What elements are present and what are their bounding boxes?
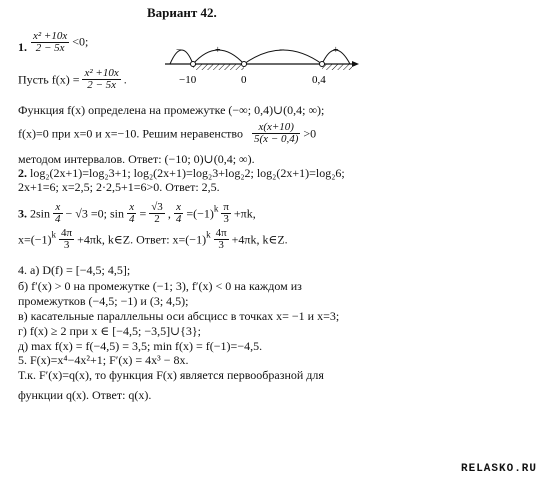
method-answer-line: методом интервалов. Ответ: (−10; 0)∪(0,4; ∞). xyxy=(18,152,255,166)
problem-4-c: в) касательные параллельны оси абсцисс в точках x= −1 и x=3; xyxy=(18,309,340,323)
p3-text-f: +πk, xyxy=(233,206,256,221)
k-exponent-3: k xyxy=(206,229,211,240)
let-label: Пусть f(x) = xyxy=(18,72,80,87)
fourpi-num: 4π xyxy=(61,227,73,239)
sign-2: + xyxy=(215,45,221,56)
label-0-4: 0,4 xyxy=(312,74,326,86)
problem-1-inequality xyxy=(31,31,88,54)
x-over-4-num-3: x xyxy=(174,202,184,214)
problem-5-line-3: функции q(x). Ответ: q(x). xyxy=(18,388,152,402)
problem-4-a: 4. а) D(f) = [−4,5; 4,5]; xyxy=(18,263,131,277)
p3-text-b: − √3 =0; sin xyxy=(65,206,124,221)
function-definition xyxy=(18,68,127,91)
watermark: RELASKO.RU xyxy=(461,463,538,475)
problem-5-line-2: Т.к. F′(x)=q(x), то функция F(x) является первообразной для xyxy=(18,368,324,382)
sqrt3-num: √3 xyxy=(151,201,163,213)
x-over-4-num: x xyxy=(53,202,63,214)
sign-1: − xyxy=(176,45,182,56)
point-zero xyxy=(242,62,247,67)
p3-text-c: = xyxy=(139,206,147,221)
hatch-interval-2 xyxy=(322,64,352,70)
page-title: Вариант 42. xyxy=(147,5,217,20)
fourpi-den-2: 3 xyxy=(218,239,224,251)
problem-2-number: 2. xyxy=(18,166,27,180)
axis-arrow xyxy=(352,61,359,67)
problem-4-b-line-1: б) f′(x) > 0 на промежутке (−1; 3), f′(x) < 0 на каждом из xyxy=(18,279,302,293)
f-numerator: x² +10x xyxy=(84,67,119,79)
x-over-4-den: 4 xyxy=(55,213,61,225)
p3-line2-c: +4πk, k∈Z. xyxy=(231,232,288,247)
problem-3-line-2 xyxy=(18,228,288,251)
pi-num: π xyxy=(223,201,229,213)
problem-4-b-line-2: промежутков (−4,5; −1) и (3; 4,5); xyxy=(18,294,189,308)
label-zero: 0 xyxy=(241,74,247,86)
fourpi-num-2: 4π xyxy=(215,227,227,239)
ineq-relation: <0; xyxy=(72,34,89,49)
fourpi-den: 3 xyxy=(63,239,70,251)
problem-5-line-1: 5. F(x)=x⁴−4x²+1; F′(x) = 4x³ − 8x. xyxy=(18,353,189,367)
ineq-numerator: x² +10x xyxy=(33,30,68,42)
x-over-4-den-3: 4 xyxy=(175,213,182,225)
point-0-4 xyxy=(320,62,325,67)
p3-line2-b: +4πk, k∈Z. Ответ: x=(−1) xyxy=(77,232,207,247)
sqrt3-den: 2 xyxy=(154,213,160,225)
problem-2-line-2: 2x+1=6; x=2,5; 2·2,5+1=6>0. Ответ: 2,5. xyxy=(18,180,220,194)
pi-den: 3 xyxy=(223,213,229,225)
f-denominator: 2 − 5x xyxy=(87,79,116,91)
p3-line2-a: x=(−1) xyxy=(18,232,52,247)
problem-1-number: 1. xyxy=(18,40,27,54)
label-minus-10: −10 xyxy=(179,74,197,86)
p3-text-d: , xyxy=(167,206,171,221)
hatch-interval-1 xyxy=(193,64,244,70)
interval-diagram xyxy=(160,38,360,86)
r-relation: >0 xyxy=(303,126,317,141)
p3-text-a: 2sin xyxy=(30,206,51,221)
k-exponent-2: k xyxy=(51,229,57,240)
p3-text-e: =(−1) xyxy=(186,206,214,221)
zeros-text: f(x)=0 при x=0 и x=−10. Решим неравенство xyxy=(18,126,243,141)
problem-2-line-1 xyxy=(18,167,345,179)
k-exponent: k xyxy=(213,203,219,214)
ineq-denominator: 2 − 5x xyxy=(35,42,65,54)
point-minus-10 xyxy=(191,62,196,67)
problem-4-e: д) max f(x) = f(−4,5) = 3,5; min f(x) = f(−1)=−4,5. xyxy=(18,339,263,353)
zeros-line xyxy=(18,122,316,145)
problem-3-line-1 xyxy=(18,202,256,225)
r-denominator: 5(x − 0,4) xyxy=(254,133,299,145)
problem-4-d: г) f(x) ≥ 2 при x ∈ [−4,5; −3,5]∪{3}; xyxy=(18,324,201,338)
problem-2-text-1: log₂(2x+1)=log₂3+1; log₂(2x+1)=log₂3+log₂2; log₂(2x+1)=log₂6; xyxy=(30,166,345,180)
sign-3: − xyxy=(279,45,285,56)
sign-4: + xyxy=(333,45,339,56)
domain-line: Функция f(x) определена на промежутке (−∞; 0,4)∪(0,4; ∞); xyxy=(18,103,325,117)
f-dot: . xyxy=(123,72,127,87)
x-over-4-num-2: x xyxy=(127,202,137,214)
x-over-4-den-2: 4 xyxy=(128,213,135,225)
problem-3-number: 3. xyxy=(18,206,27,221)
r-numerator: x(x+10) xyxy=(252,122,300,134)
